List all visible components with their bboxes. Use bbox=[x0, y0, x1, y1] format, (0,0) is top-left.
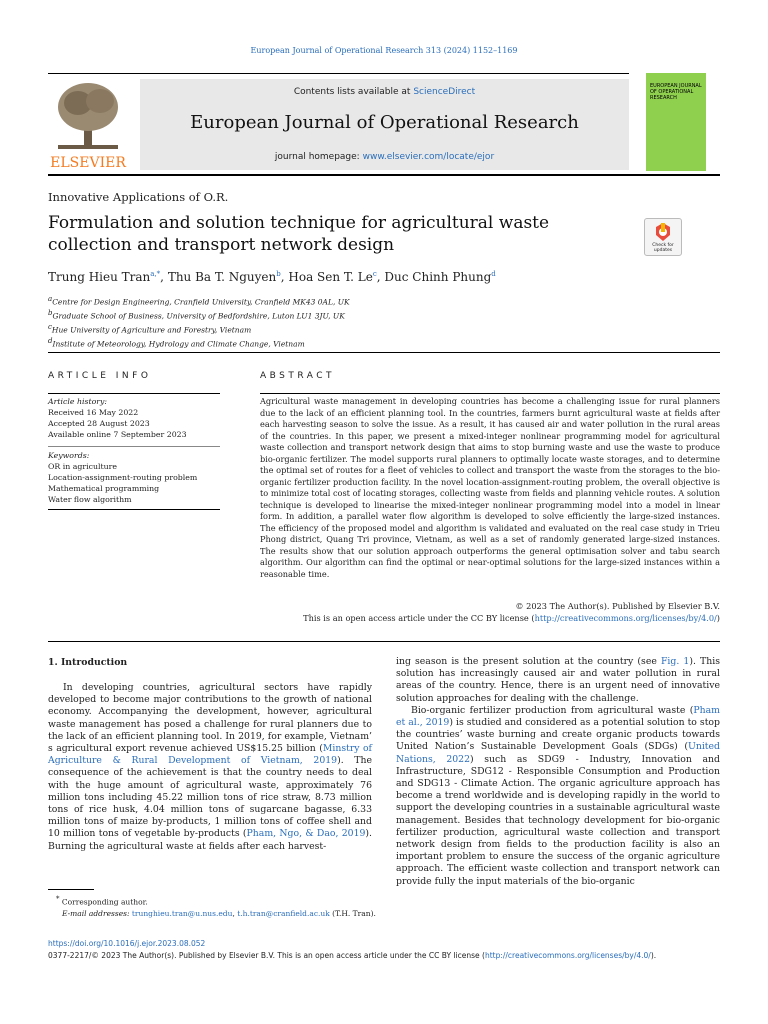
email-link[interactable]: trunghieu.tran@u.nus.edu bbox=[131, 909, 233, 918]
section-type: Innovative Applications of O.R. bbox=[48, 190, 229, 204]
citation-link[interactable]: United Nations, 2022 bbox=[396, 741, 720, 765]
body-text: Bio-organic fertilizer production from agricultural waste ( bbox=[411, 704, 694, 716]
doi-link[interactable]: https://doi.org/10.1016/j.ejor.2023.08.052 bbox=[48, 939, 206, 948]
article-title: Formulation and solution technique for agricultural waste collection and transport network design bbox=[48, 213, 550, 255]
contents-label: Contents lists available at bbox=[293, 87, 414, 97]
keyword: Location-assignment-routing problem bbox=[48, 473, 198, 482]
affiliation-item bbox=[48, 308, 350, 322]
journal-masthead bbox=[48, 73, 720, 177]
affiliation-text: Hue University of Agriculture and Forestry, Vietnam bbox=[51, 325, 252, 335]
journal-title: European Journal of Operational Research bbox=[190, 112, 579, 133]
author-separator: , bbox=[376, 270, 385, 284]
elsevier-wordmark: ELSEVIER bbox=[50, 155, 126, 171]
divider bbox=[48, 73, 629, 74]
author-separator: , bbox=[160, 270, 168, 284]
license-link[interactable]: http://creativecommons.org/licenses/by/4.0/ bbox=[484, 951, 651, 960]
journal-cover[interactable] bbox=[646, 73, 706, 171]
author-affiliation-marker[interactable]: a,* bbox=[150, 270, 161, 278]
online-date: Available online 7 September 2023 bbox=[48, 430, 187, 439]
corresponding-text: Corresponding author. bbox=[61, 897, 148, 907]
author-separator: , bbox=[280, 270, 289, 284]
affiliation-text: Graduate School of Business, University of Bedfordshire, Luton LU1 3JU, UK bbox=[52, 311, 345, 321]
author-list bbox=[48, 270, 496, 284]
divider bbox=[48, 174, 720, 176]
homepage-link[interactable]: www.elsevier.com/locate/ejor bbox=[362, 152, 495, 162]
affiliations bbox=[48, 294, 350, 350]
article-info-heading: ARTICLE INFO bbox=[48, 371, 152, 381]
body-text: ) is studied and considered as a potential solution to stop the countries’ waste burning and create organic products towards United Nation’s Sustainable Development Goals (SDGs) ( bbox=[396, 717, 720, 753]
author-affiliation-marker[interactable]: d bbox=[491, 270, 496, 278]
affiliation-key: c bbox=[48, 323, 52, 331]
introduction-heading: 1. Introduction bbox=[48, 657, 128, 668]
asterisk-marker: * bbox=[56, 895, 60, 903]
sciencedirect-link[interactable]: ScienceDirect bbox=[413, 87, 476, 97]
keyword: Water flow algorithm bbox=[48, 495, 132, 504]
abstract-text: Agricultural waste management in developing countries has become a challenging issue for rural planners due to the lack of an efficient planning tool. In the countries, farmers burnt agricultural waste at fields after each harvesting season to solve the issue. As a result, it has caused air and water pollution in the rural areas of the countries. In this paper, we present a mixed-integer nonlinear programming model for agricultural waste collection and transport network design that aims to stop burning waste and use the waste to produce bio-organic fertilizer. The model supports rural planners to optimally locate waste storages, and to determine the optimal set of routes for a fleet of vehicles to collect and transport the waste from the storages to the bio-organic fertilizer production facility. In the novel location-assignment-routing problem, the overall objective is to minimize total cost of locating storages, collecting waste from fields and planning vehicle routes. A solution technique is developed to linearise the mixed-integer nonlinear programming model into a model in linear form. In addition, a parallel water flow algorithm is developed to solve efficiently the large-sized instances. The efficiency of the proposed model and algorithm is validated and evaluated on the real case study in Trieu Phong district, Quang Tri province, Vietnam, as well as a set of randomly generated large-sized instances. The results show that our solution approach outperforms the general optimisation solver and tabu search algorithm. Our algorithm can find the optimal or near-optimal solutions for the large-sized instances within a reasonable time. bbox=[260, 396, 720, 579]
body-text: ). Burning the agricultural waste at fields after each harvest- bbox=[48, 828, 372, 852]
issn-suffix: ). bbox=[650, 951, 657, 960]
crossmark-icon bbox=[654, 222, 672, 242]
cover-title: EUROPEAN JOURNAL OF OPERATIONAL RESEARCH bbox=[650, 83, 702, 101]
license-link[interactable]: http://creativecommons.org/licenses/by/4.0/ bbox=[534, 613, 717, 623]
email-link[interactable]: t.h.tran@cranfield.ac.uk bbox=[237, 909, 330, 918]
author: Thu Ba T. Nguyen bbox=[167, 270, 277, 284]
author: Hoa Sen T. Le bbox=[288, 270, 373, 284]
author: Trung Hieu Tran bbox=[48, 270, 151, 284]
divider bbox=[260, 393, 720, 394]
citation-link[interactable]: Pham, Ngo, & Dao, 2019 bbox=[246, 828, 366, 840]
divider bbox=[48, 393, 220, 394]
affiliation-text: Centre for Design Engineering, Cranfield University, Cranfield MK43 0AL, UK bbox=[52, 297, 350, 307]
affiliation-text: Institute of Meteorology, Hydrology and Climate Change, Vietnam bbox=[52, 339, 305, 349]
email-separator: , bbox=[232, 909, 238, 918]
homepage-line bbox=[140, 152, 629, 162]
elsevier-logo bbox=[48, 79, 128, 171]
author-affiliation-marker[interactable]: b bbox=[276, 270, 281, 278]
keyword: Mathematical programming bbox=[48, 484, 160, 493]
license-line bbox=[260, 612, 720, 624]
masthead-title-box bbox=[140, 79, 629, 170]
author-affiliation-marker[interactable]: c bbox=[372, 270, 377, 278]
divider bbox=[48, 352, 720, 353]
copyright-line: © 2023 The Author(s). Published by Elsevier B.V. bbox=[515, 601, 720, 611]
divider bbox=[48, 509, 220, 510]
figure-link[interactable]: Fig. 1 bbox=[660, 656, 690, 667]
affiliation-item bbox=[48, 336, 350, 350]
footnote bbox=[48, 894, 378, 920]
citation-link[interactable]: Pham et al., 2019 bbox=[396, 704, 720, 729]
license-prefix: This is an open access article under the CC BY license ( bbox=[303, 613, 535, 623]
divider bbox=[48, 889, 94, 890]
divider bbox=[48, 446, 220, 447]
homepage-label: journal homepage: bbox=[274, 152, 363, 162]
keywords-label: Keywords: bbox=[48, 451, 90, 460]
issn-text: 0377-2217/© 2023 The Author(s). Published by Elsevier B.V. This is an open access article under the CC BY license ( bbox=[48, 951, 485, 960]
body-column-left bbox=[48, 682, 372, 853]
issn-line bbox=[48, 951, 656, 960]
affiliation-key: b bbox=[48, 309, 53, 317]
copyright-notice bbox=[260, 600, 720, 624]
body-text: ing season is the present solution at the country (see bbox=[396, 656, 661, 667]
citation-link[interactable]: Minstry of Agriculture & Rural Development of Vietnam, 2019 bbox=[48, 743, 372, 767]
affiliation-item bbox=[48, 294, 350, 308]
body-text: ) such as SDG9 - Industry, Innovation and Infrastructure, SDG12 - Responsible Consumption and Production and SDG13 - Climate Action. The organic agriculture approach has become a trend worldwide and is developing rapidly in the world to support the developing countries in a sustainable agricultural waste management. Besides that technology development for bio-organic fertilizer production, agricultural waste collection and transport network design from fields to the production facility is also an important problem to ensure the success of the organic agriculture approach. The efficient waste collection and transport network can provide fully the input materials of the bio-organic bbox=[396, 753, 720, 887]
divider bbox=[48, 641, 720, 642]
body-text: ). This solution has increasingly caused air and water pollution in rural areas of the country. Hence, there is an urgent need of innovative solution approaches for dealing with the challenge. bbox=[396, 656, 720, 704]
affiliation-key: a bbox=[48, 295, 53, 303]
keyword: OR in agriculture bbox=[48, 462, 117, 471]
author: Duc Chinh Phung bbox=[384, 270, 492, 284]
article-history bbox=[48, 396, 187, 440]
body-column-right bbox=[396, 656, 720, 888]
journal-reference[interactable]: European Journal of Operational Research 313 (2024) 1152–1169 bbox=[250, 46, 518, 55]
received-date: Received 16 May 2022 bbox=[48, 408, 139, 417]
corresponding-note bbox=[48, 894, 378, 908]
body-text: In developing countries, agricultural sectors have rapidly developed to become major contributions to the growth of national economy. Accompanying the development, however, agricultural waste management has posed a challenge for rural planners due to the lack of an efficient planning tool. In 2019, for example, Vietnam’ s agricultural export revenue achieved US$15.25 billion ( bbox=[48, 682, 372, 755]
email-suffix: (T.H. Tran). bbox=[329, 909, 376, 918]
history-label: Article history: bbox=[48, 397, 108, 406]
contents-line bbox=[140, 87, 629, 97]
email-label: E-mail addresses: bbox=[62, 909, 132, 918]
email-line bbox=[48, 908, 378, 920]
paragraph bbox=[48, 682, 372, 853]
paragraph bbox=[396, 656, 720, 705]
paragraph bbox=[396, 705, 720, 888]
accepted-date: Accepted 28 August 2023 bbox=[48, 419, 150, 428]
keywords bbox=[48, 450, 197, 505]
check-for-updates-badge[interactable] bbox=[644, 218, 682, 256]
affiliation-key: d bbox=[48, 337, 53, 345]
affiliation-item bbox=[48, 322, 350, 336]
body-text: ). The consequence of the achievement is that the country needs to deal with the huge amount of agricultural waste, approximately 76 million tons including 45.22 million tons of rice straw, 8.73 million tons of rice husk, 4.04 million tons of sugarcane bagasse, 6.33 million tons of maize by-products, 1 million tons of coffee shell and 10 million tons of vegetable by-products ( bbox=[48, 755, 372, 840]
crossmark-label: Check for updates bbox=[652, 243, 674, 253]
license-suffix: ) bbox=[716, 613, 720, 623]
abstract-heading: ABSTRACT bbox=[260, 371, 336, 381]
